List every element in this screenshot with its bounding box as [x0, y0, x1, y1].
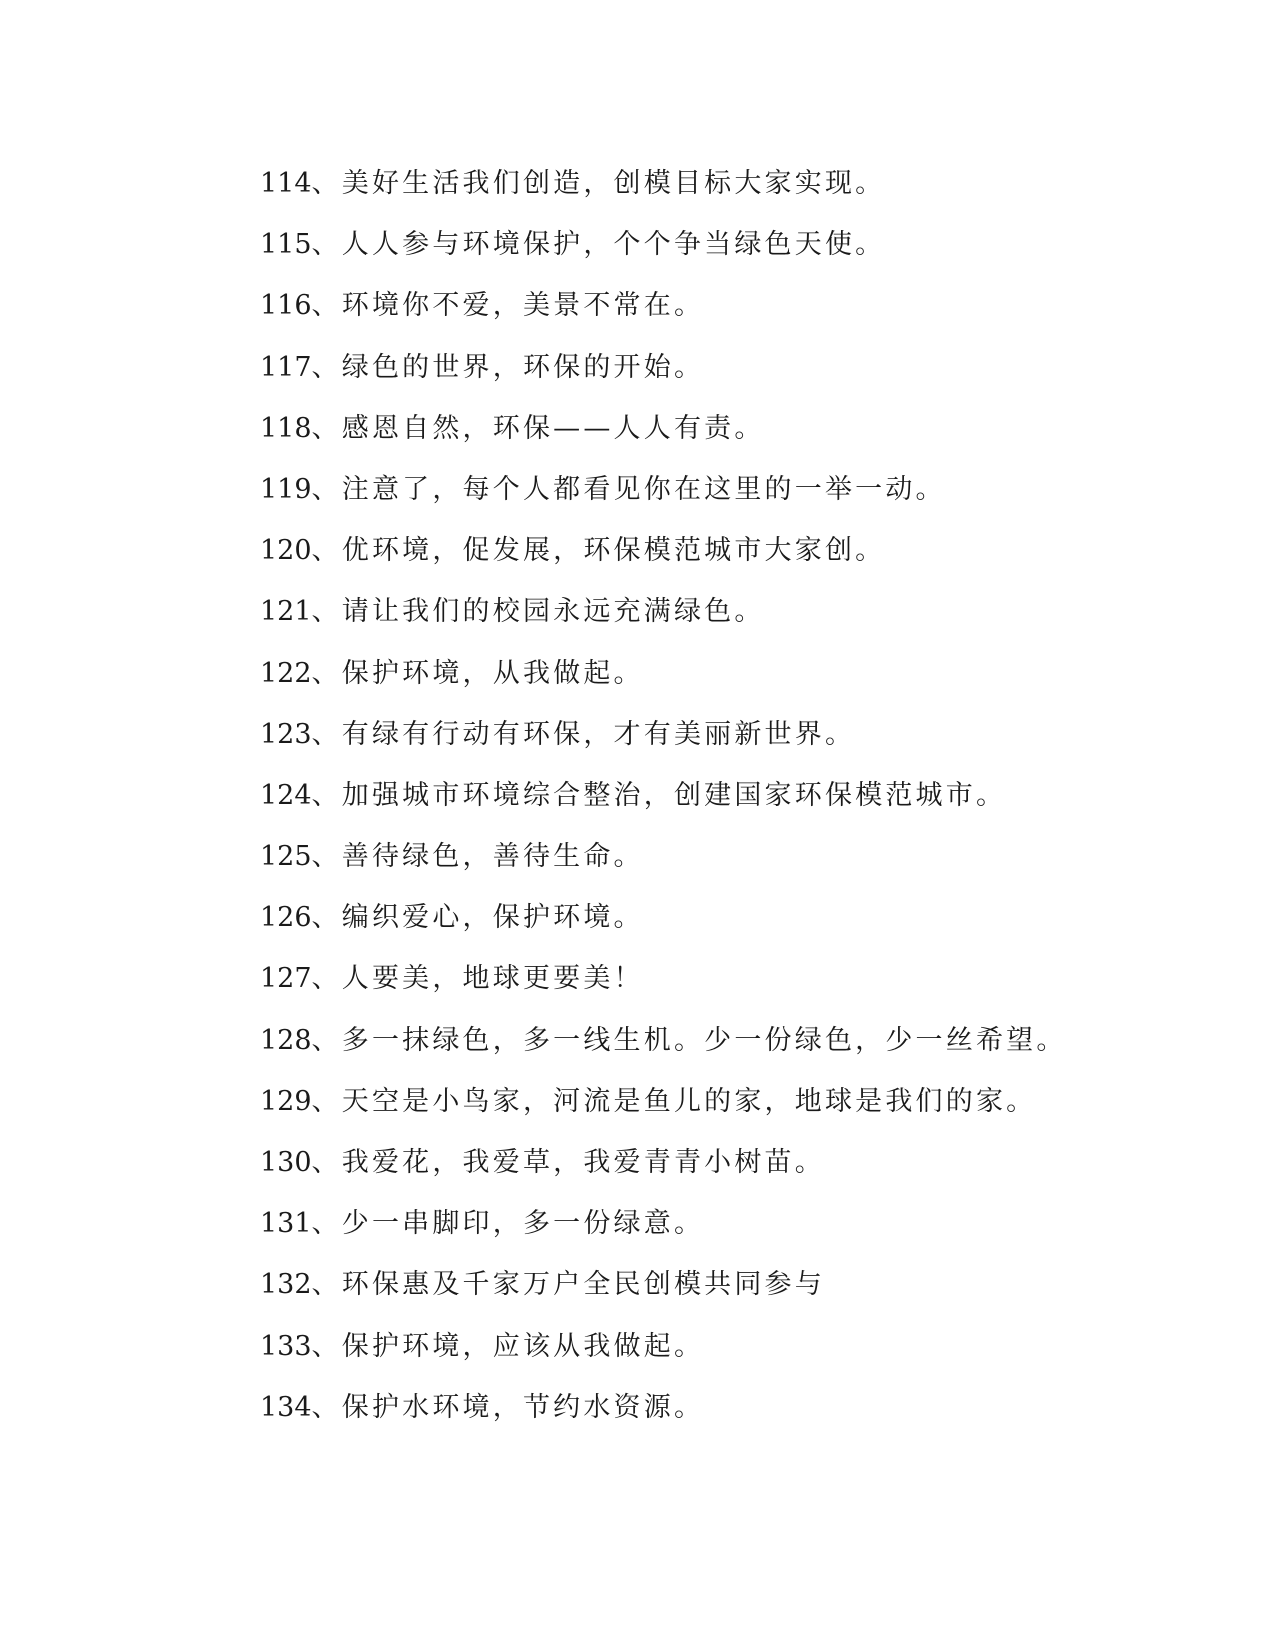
slogan-text: 、请让我们的校园永远充满绿色。	[311, 596, 765, 628]
slogan-number: 115	[260, 229, 312, 261]
slogan-line-116	[260, 285, 1220, 346]
slogan-text: 、人人参与环境保护，个个争当绿色天使。	[311, 229, 886, 261]
slogan-text: 、编织爱心，保护环境。	[311, 902, 644, 934]
slogan-line-128	[260, 1020, 1220, 1081]
slogan-line-119	[260, 469, 1220, 530]
slogan-line-124	[260, 775, 1220, 836]
slogan-line-130	[260, 1142, 1220, 1203]
slogan-line-120	[260, 530, 1220, 591]
slogan-text: 、美好生活我们创造，创模目标大家实现。	[311, 168, 886, 199]
slogan-number: 127	[260, 963, 312, 995]
slogan-list	[260, 163, 1220, 1448]
slogan-number: 131	[260, 1208, 312, 1240]
slogan-line-114	[260, 163, 1220, 224]
slogan-number: 117	[260, 351, 312, 383]
slogan-line-115	[260, 224, 1220, 285]
slogan-number: 119	[260, 473, 312, 505]
slogan-line-134	[260, 1387, 1220, 1448]
slogan-text: 、我爱花，我爱草，我爱青青小树苗。	[311, 1147, 825, 1178]
slogan-line-118	[260, 408, 1220, 469]
slogan-line-131	[260, 1203, 1220, 1264]
slogan-number: 134	[260, 1391, 312, 1423]
slogan-line-132	[260, 1264, 1220, 1325]
slogan-number: 130	[260, 1147, 312, 1178]
slogan-text: 、有绿有行动有环保，才有美丽新世界。	[311, 718, 856, 750]
slogan-number: 120	[260, 535, 312, 567]
slogan-line-125	[260, 836, 1220, 897]
slogan-line-121	[260, 591, 1220, 652]
slogan-number: 125	[260, 841, 312, 873]
slogan-line-117	[260, 347, 1220, 408]
slogan-text: 、天空是小鸟家，河流是鱼儿的家，地球是我们的家。	[311, 1085, 1037, 1117]
slogan-number: 129	[260, 1085, 312, 1117]
slogan-text: 、感恩自然，环保——人人有责。	[311, 412, 765, 444]
slogan-number: 118	[260, 412, 312, 444]
slogan-text: 、注意了，每个人都看见你在这里的一举一动。	[311, 473, 946, 505]
slogan-text: 、环境你不爱，美景不常在。	[311, 290, 705, 322]
slogan-number: 133	[260, 1330, 312, 1362]
slogan-number: 123	[260, 718, 312, 750]
slogan-line-133	[260, 1326, 1220, 1387]
slogan-text: 、环保惠及千家万户全民创模共同参与	[311, 1269, 825, 1301]
slogan-number: 124	[260, 779, 312, 811]
slogan-line-127	[260, 958, 1220, 1019]
slogan-line-123	[260, 714, 1220, 775]
slogan-text: 、善待绿色，善待生命。	[311, 841, 644, 873]
slogan-text: 、人要美，地球更要美！	[311, 963, 644, 995]
slogan-number: 122	[260, 657, 312, 689]
slogan-text: 、多一抹绿色，多一线生机。少一份绿色，少一丝希望。	[311, 1024, 1067, 1056]
slogan-line-122	[260, 653, 1220, 714]
slogan-number: 114	[260, 168, 312, 199]
slogan-text: 、绿色的世界，环保的开始。	[311, 351, 705, 383]
slogan-number: 121	[260, 596, 312, 628]
slogan-line-126	[260, 897, 1220, 958]
slogan-text: 、保护环境，应该从我做起。	[311, 1330, 705, 1362]
slogan-text: 、保护环境，从我做起。	[311, 657, 644, 689]
slogan-text: 、优环境，促发展，环保模范城市大家创。	[311, 535, 886, 567]
slogan-text: 、少一串脚印，多一份绿意。	[311, 1208, 705, 1240]
slogan-number: 116	[260, 290, 312, 322]
slogan-text: 、加强城市环境综合整治，创建国家环保模范城市。	[311, 779, 1007, 811]
slogan-number: 132	[260, 1269, 312, 1301]
slogan-line-129	[260, 1081, 1220, 1142]
slogan-number: 126	[260, 902, 312, 934]
slogan-text: 、保护水环境，节约水资源。	[311, 1391, 705, 1423]
slogan-number: 128	[260, 1024, 312, 1056]
